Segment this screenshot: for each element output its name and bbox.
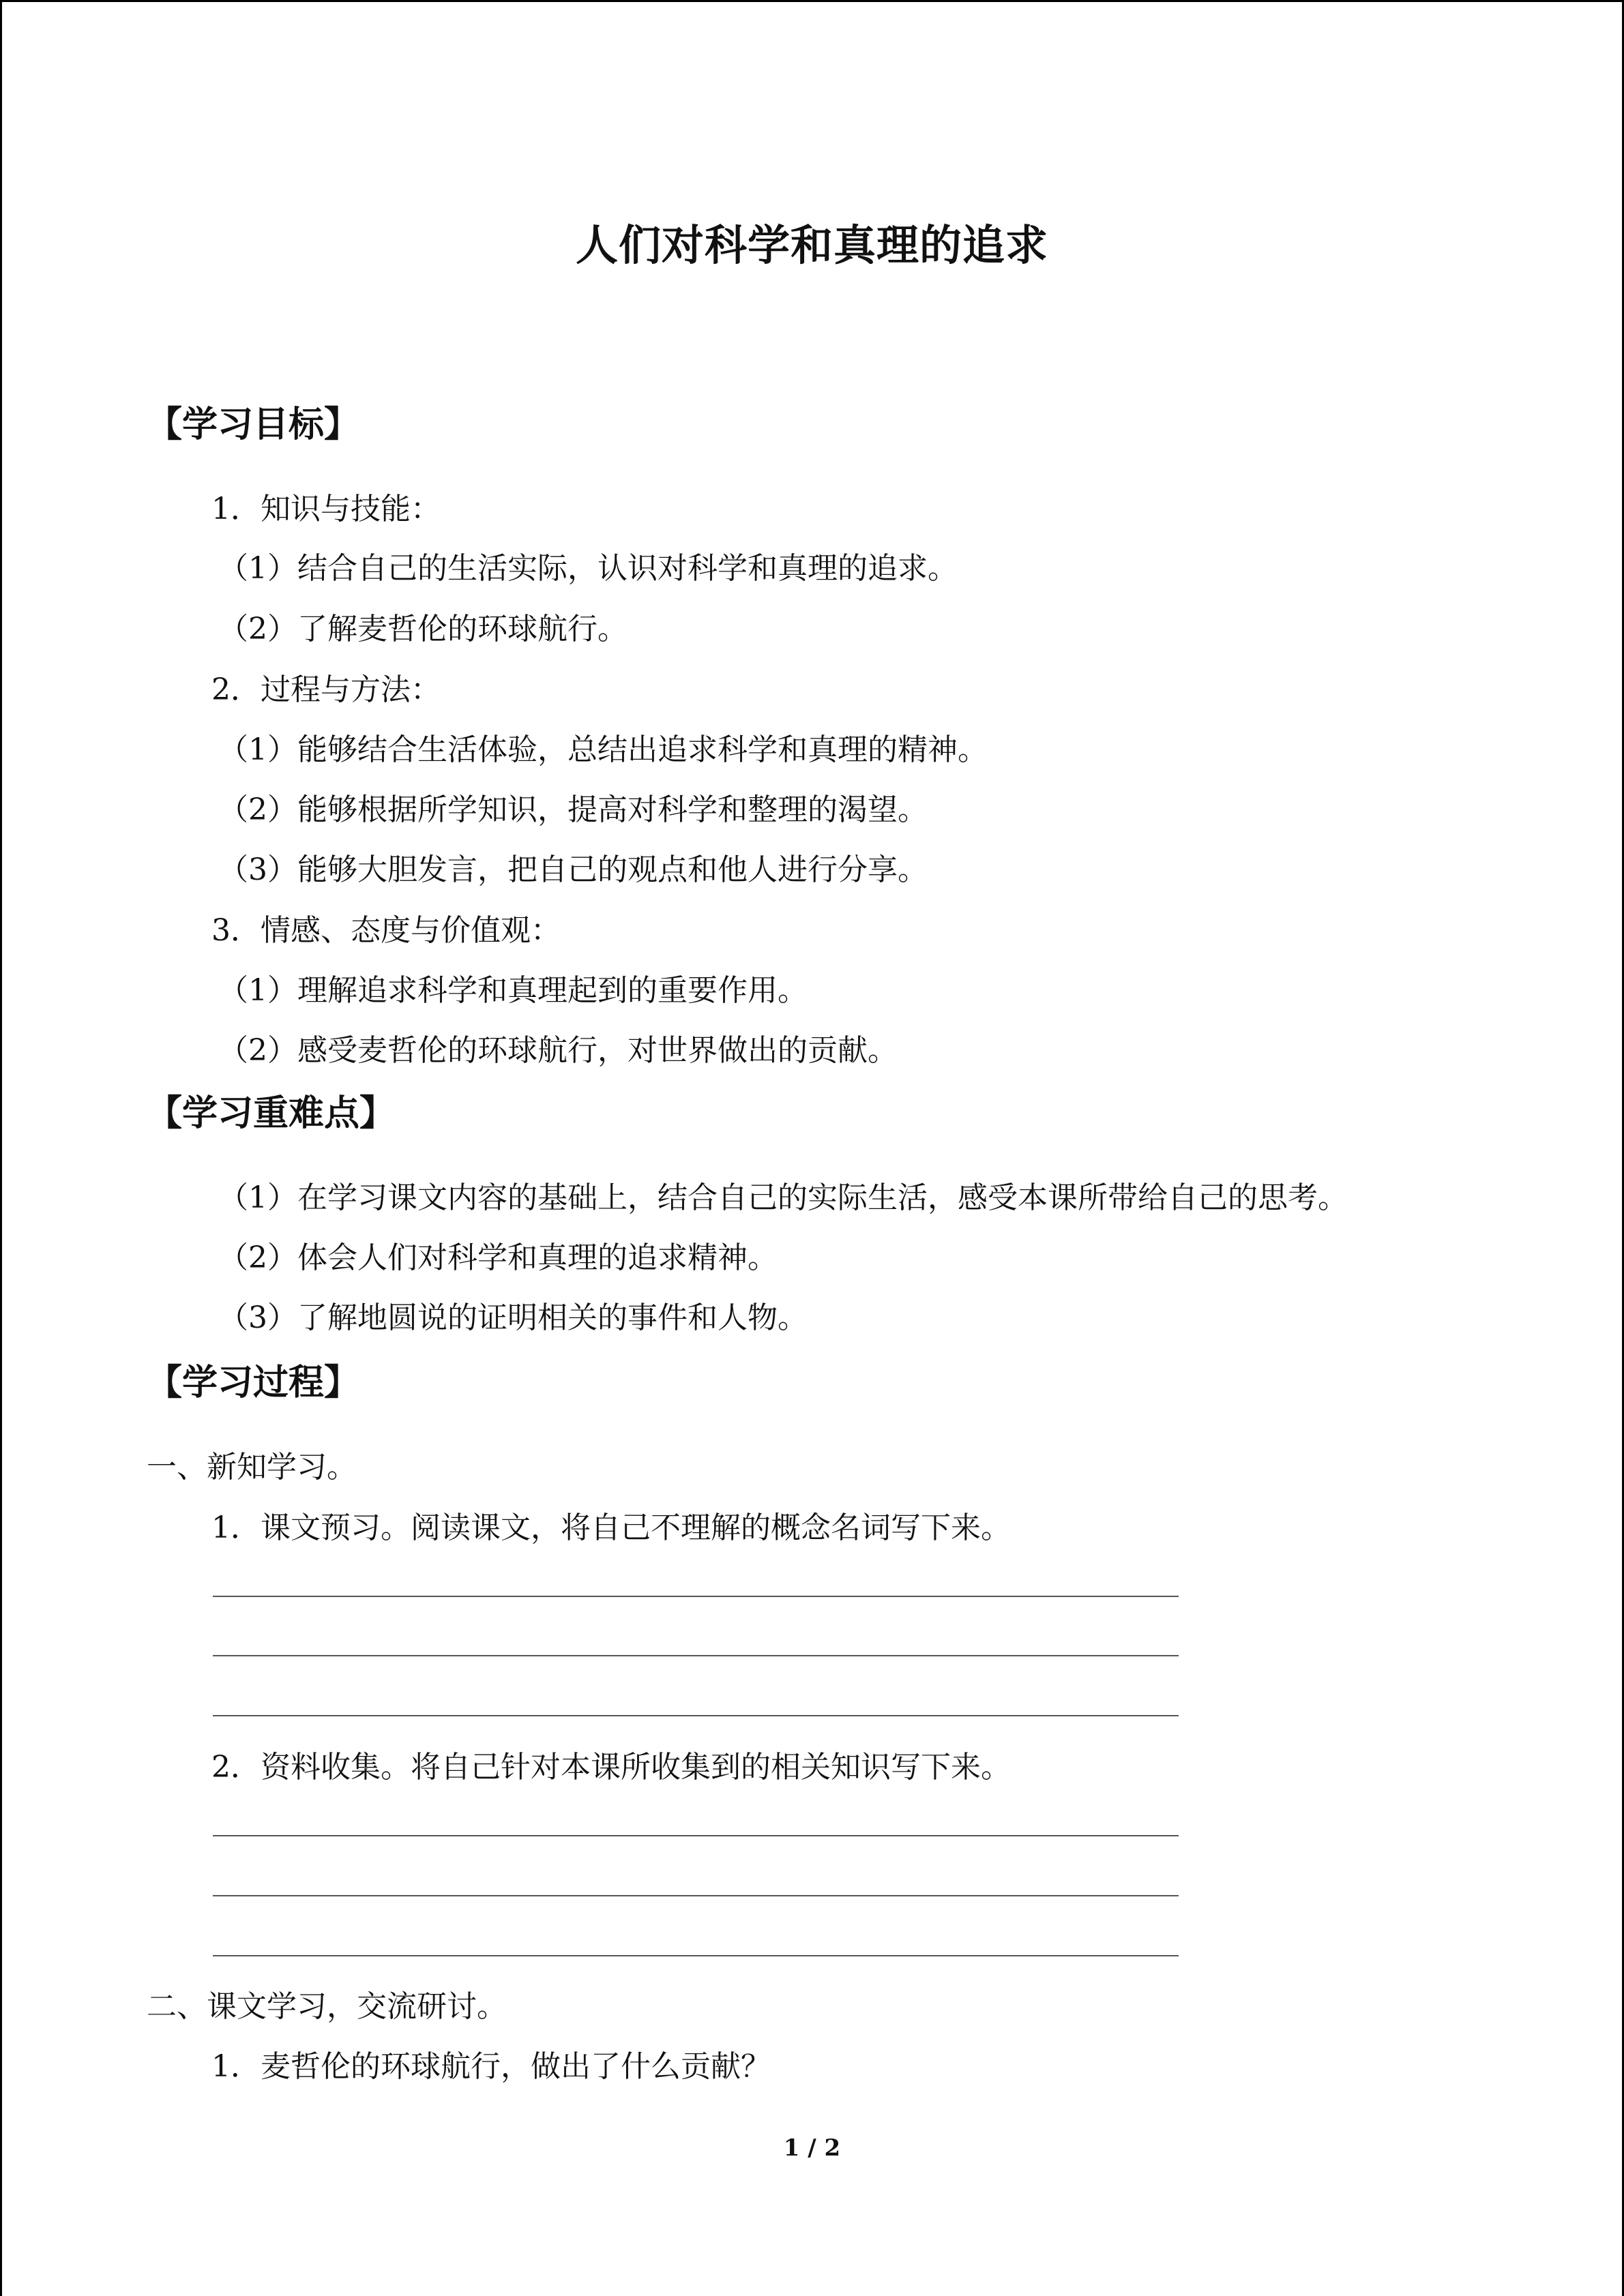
answer-line[interactable] (213, 1835, 1179, 1836)
objective-text: （1）结合自己的生活实际，认识对科学和真理的追求。 (218, 551, 958, 586)
objective-text: （2）了解麦哲伦的环球航行。 (218, 612, 628, 646)
objective-knowledge-skills: 1．知识与技能： (211, 492, 441, 526)
objective-text: （3）能够大胆发言，把自己的观点和他人进行分享。 (218, 852, 928, 887)
objective-text: （2）能够根据所学知识，提高对科学和整理的渴望。 (218, 792, 928, 827)
answer-line[interactable] (213, 1596, 1179, 1597)
answer-line[interactable] (213, 1715, 1179, 1716)
keypoint-text: （3）了解地圆说的证明相关的事件和人物。 (218, 1300, 808, 1335)
keypoints-heading: 【学习重难点】 (147, 1092, 396, 1134)
process-part-two: 二、课文学习，交流研讨。 (147, 1989, 507, 2024)
objectives-heading: 【学习目标】 (147, 404, 360, 445)
process-heading: 【学习过程】 (147, 1362, 360, 1403)
process-question: 1．课文预习。阅读课文，将自己不理解的概念名词写下来。 (211, 1510, 1011, 1545)
document-title: 人们对科学和真理的追求 (575, 220, 1048, 270)
answer-line[interactable] (213, 1895, 1179, 1896)
objective-text: （1）理解追求科学和真理起到的重要作用。 (218, 973, 808, 1008)
answer-line[interactable] (213, 1955, 1179, 1956)
objective-text: （2）感受麦哲伦的环球航行，对世界做出的贡献。 (218, 1033, 898, 1068)
objective-process-methods: 2．过程与方法： (211, 672, 441, 707)
objective-emotion-values: 3．情感、态度与价值观： (211, 913, 561, 948)
process-question: 1．麦哲伦的环球航行，做出了什么贡献？ (211, 2049, 771, 2084)
keypoint-text: （1）在学习课文内容的基础上，结合自己的实际生活，感受本课所带给自己的思考。 (218, 1180, 1348, 1215)
process-question: 2．资料收集。将自己针对本课所收集到的相关知识写下来。 (211, 1750, 1011, 1785)
page-number: 1 / 2 (783, 2134, 841, 2162)
objective-text: （1）能够结合生活体验，总结出追求科学和真理的精神。 (218, 732, 988, 767)
keypoint-text: （2）体会人们对科学和真理的追求精神。 (218, 1240, 778, 1275)
answer-line[interactable] (213, 1655, 1179, 1656)
process-part-one: 一、新知学习。 (147, 1450, 357, 1485)
